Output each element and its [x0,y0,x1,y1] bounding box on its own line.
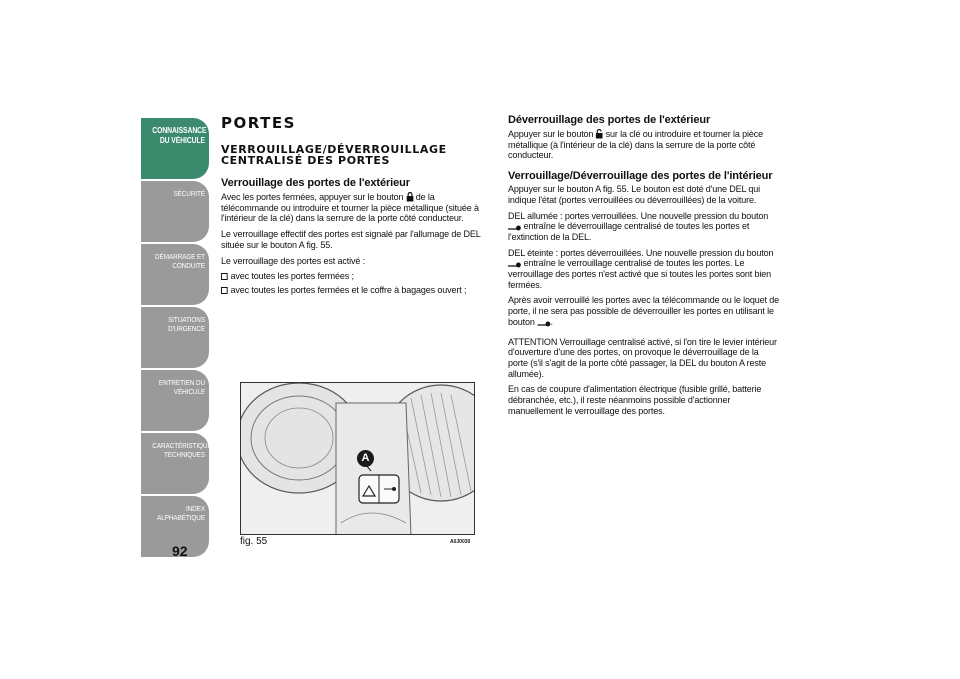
figure-code: A0J0030 [450,539,471,545]
heading-unlocking-outside: Déverrouillage des portes de l'extérieur [508,114,711,126]
paragraph: Appuyer sur le bouton A fig. 55. Le bouton est doté d'une DEL qui indique l'état (portes verrouillées ou déverrouillées) de la voiture. [508,184,761,206]
tab-index[interactable]: INDEX ALPHABÉTIQUE [141,496,209,557]
list-item: avec toutes les portes fermées ; [221,272,492,283]
left-column [221,114,493,300]
tab-caracteristiques[interactable]: CARACTÉRISTIQUES TECHNIQUES [141,433,209,494]
warning-paragraph: ATTENTION Verrouillage centralisé activé, si l'on tire le levier intérieur d'ouverture d'une des portes, on provoque le déverrouillage de la porte (s'il s'agit de la porte côté passager, la DEL du bouton A reste allumée). [508,336,777,380]
list-item: avec toutes les portes fermées et le coffre à bagages ouvert ; [221,286,492,297]
figure-caption: fig. 55 [240,536,268,547]
key-lock-button-icon [537,319,550,327]
paragraph: Avec les portes fermées, appuyer sur le bouton de la télécommande ou introduire et tourner la pièce métallique (située à l'intérieur de la clé) dans la serrure de la porte côté conducteur. [221,192,479,225]
key-lock-button-icon [508,260,521,268]
subsection-title: VERROUILLAGE/DÉVERROUILLAGE CENTRALISÉ DES PORTES [221,143,447,167]
tab-situations[interactable]: SITUATIONS D'URGENCE [141,307,209,368]
paragraph: DEL allumée : portes verrouillées. Une nouvelle pression du bouton entraîne le déverrouillage centralisé de toutes les portes et l'extinction de la DEL. [508,210,769,243]
callout-a-marker: A [357,450,374,467]
checkbox-bullet-icon [221,287,228,294]
paragraph: Après avoir verrouillé les portes avec la télécommande ou le loquet de porte, il ne sera pas possible de déverrouiller les portes en utilisant le bouton . [508,295,779,328]
paragraph: Appuyer sur le bouton sur la clé ou introduire et tourner la pièce métallique (à l'intérieur de la clé) dans la serrure de la porte côté conducteur. [508,129,763,162]
chapter-tabs [141,118,216,559]
tab-demarrage[interactable]: DÉMARRAGE ET CONDUITE [141,244,209,305]
checkbox-bullet-icon [221,273,228,280]
paragraph: En cas de coupure d'alimentation électrique (fusible grillé, batterie débranchée, etc.), il reste néanmoins possible d'actionner manuellement le verrouillage des portes. [508,384,762,417]
paragraph: Le verrouillage des portes est activé : [221,255,365,267]
tab-connaissance[interactable]: CONNAISSANCE DU VÉHICULE [141,118,209,179]
section-title: PORTES [221,114,296,132]
figure-55 [240,382,475,535]
paragraph: DEL éteinte : portes déverrouillées. Une nouvelle pression du bouton entraîne le verrouillage centralisé de toutes les portes. Le verrouillage des portes n'est activé que si toutes les portes sont bien fermées. [508,247,774,291]
tab-securite[interactable]: SÉCURITÉ [141,181,209,242]
heading-locking-outside: Verrouillage des portes de l'extérieur [221,177,410,189]
heading-locking-inside: Verrouillage/Déverrouillage des portes de l'intérieur [508,170,773,183]
page-number: 92 [172,543,188,559]
right-column [508,114,780,422]
key-lock-button-icon [508,223,521,231]
paragraph: Le verrouillage effectif des portes est signalé par l'allumage de DEL située sur le bouton A fig. 55. [221,229,481,251]
tab-entretien[interactable]: ENTRETIEN DU VÉHICULE [141,370,209,431]
unlock-icon [596,129,604,139]
lock-icon [406,192,414,202]
